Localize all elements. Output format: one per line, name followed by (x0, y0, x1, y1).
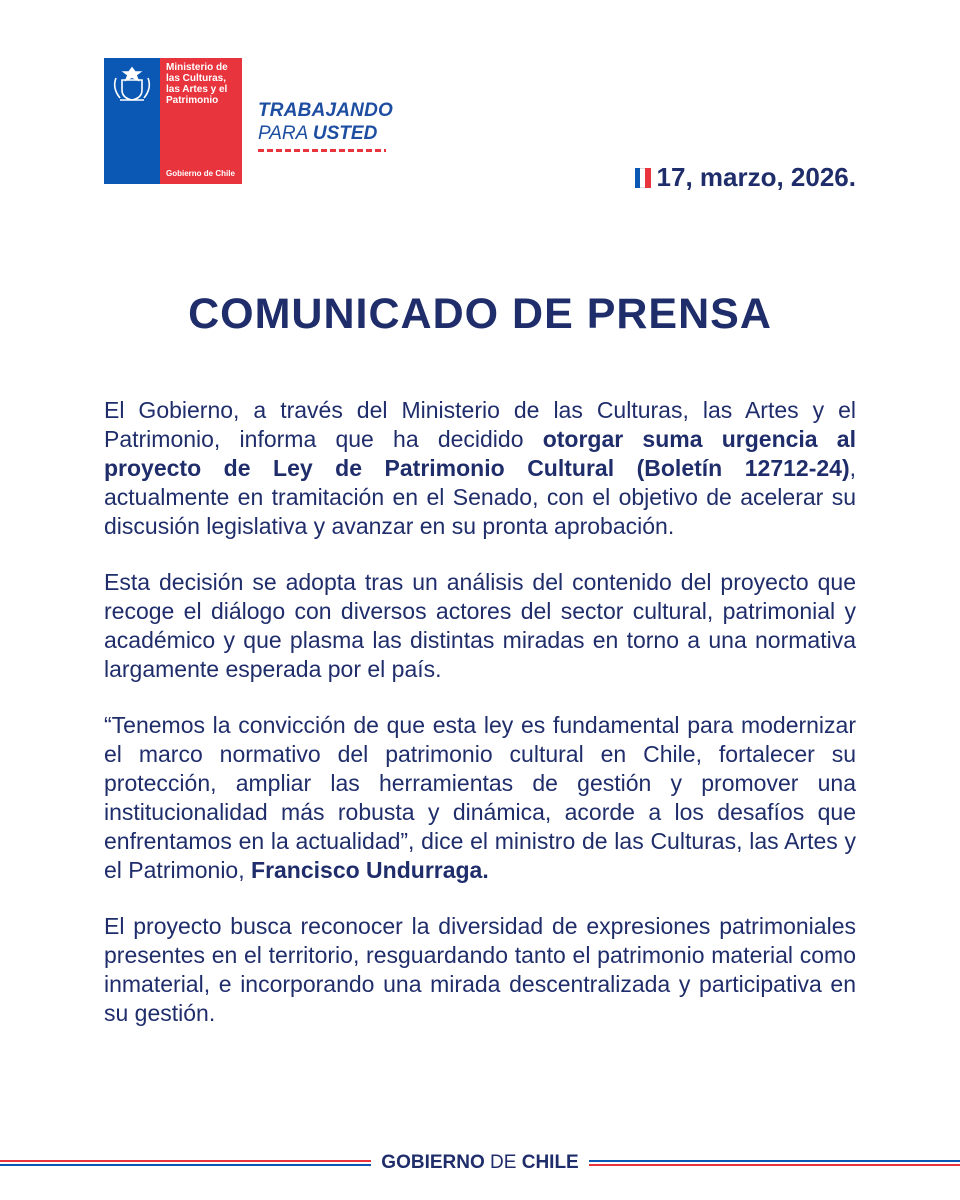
paragraph-3 (104, 711, 856, 885)
slogan (258, 100, 393, 152)
logo-blue-panel (104, 58, 160, 184)
footer-chile: CHILE (521, 1152, 579, 1173)
date-line (635, 162, 856, 193)
flag-icon (635, 168, 651, 188)
logo-government-label: Gobierno de Chile (166, 169, 235, 178)
coat-of-arms-icon (110, 64, 154, 104)
paragraph-2: Esta decisión se adopta tras un análisis del contenido del proyecto que recoge el diálogo con diversos actores del sector cultural, patrimonial y académico y que plasma las distintas miradas en torno a una normativa largamente esperada por el país. (104, 569, 856, 682)
footer (0, 1150, 960, 1176)
slogan-dashed-underline (258, 149, 386, 152)
page-title: COMUNICADO DE PRENSA (188, 290, 772, 338)
p1-text-b: , actualmente en tramitación en el Senado, con el objetivo de acelerar su discusión legislativa y avanzar en su pronta aprobación. (104, 455, 856, 539)
footer-gobierno: GOBIERNO (381, 1152, 485, 1173)
footer-line-right (589, 1160, 960, 1166)
ministry-logo (104, 58, 242, 184)
p1-bold: otorgar suma urgencia al proyecto de Ley de Patrimonio Cultural (Boletín 12712-24) (104, 426, 856, 481)
logo-ministry-name: Ministerio de las Culturas, las Artes y el Patrimonio (166, 62, 228, 106)
paragraph-4: El proyecto busca reconocer la diversidad de expresiones patrimoniales presentes en el territorio, resguardando tanto el patrimonio material como inmaterial, e incorporando una mirada descentralizada y participativa en su gestión. (104, 913, 856, 1026)
paragraph-1 (104, 396, 856, 541)
press-release-body (104, 396, 856, 1055)
slogan-line1: TRABAJANDO (258, 100, 393, 121)
date-text: 17, marzo, 2026. (656, 162, 856, 192)
footer-de: DE (490, 1152, 517, 1173)
p3-quote: “Tenemos la convicción de que esta ley es fundamental para modernizar el marco normativo del patrimonio cultural en Chile, fortalecer su protección, ampliar las herramientas de gestión y promover una institucionalidad más robusta y dinámica, acorde a los desafíos que enfrentamos en la actualidad”, dice el ministro de las Culturas, las Artes y el Patrimonio, (104, 712, 856, 883)
logo-red-panel (160, 58, 242, 184)
footer-line-left (0, 1160, 371, 1166)
p3-minister-name: Francisco Undurraga. (251, 857, 489, 883)
footer-government-label (371, 1152, 588, 1174)
slogan-usted: USTED (312, 123, 378, 144)
slogan-line2 (258, 123, 393, 145)
slogan-para: PARA (258, 123, 308, 144)
p1-text-a: El Gobierno, a través del Ministerio de las Culturas, las Artes y el Patrimonio, informa que ha decidido (104, 397, 856, 452)
